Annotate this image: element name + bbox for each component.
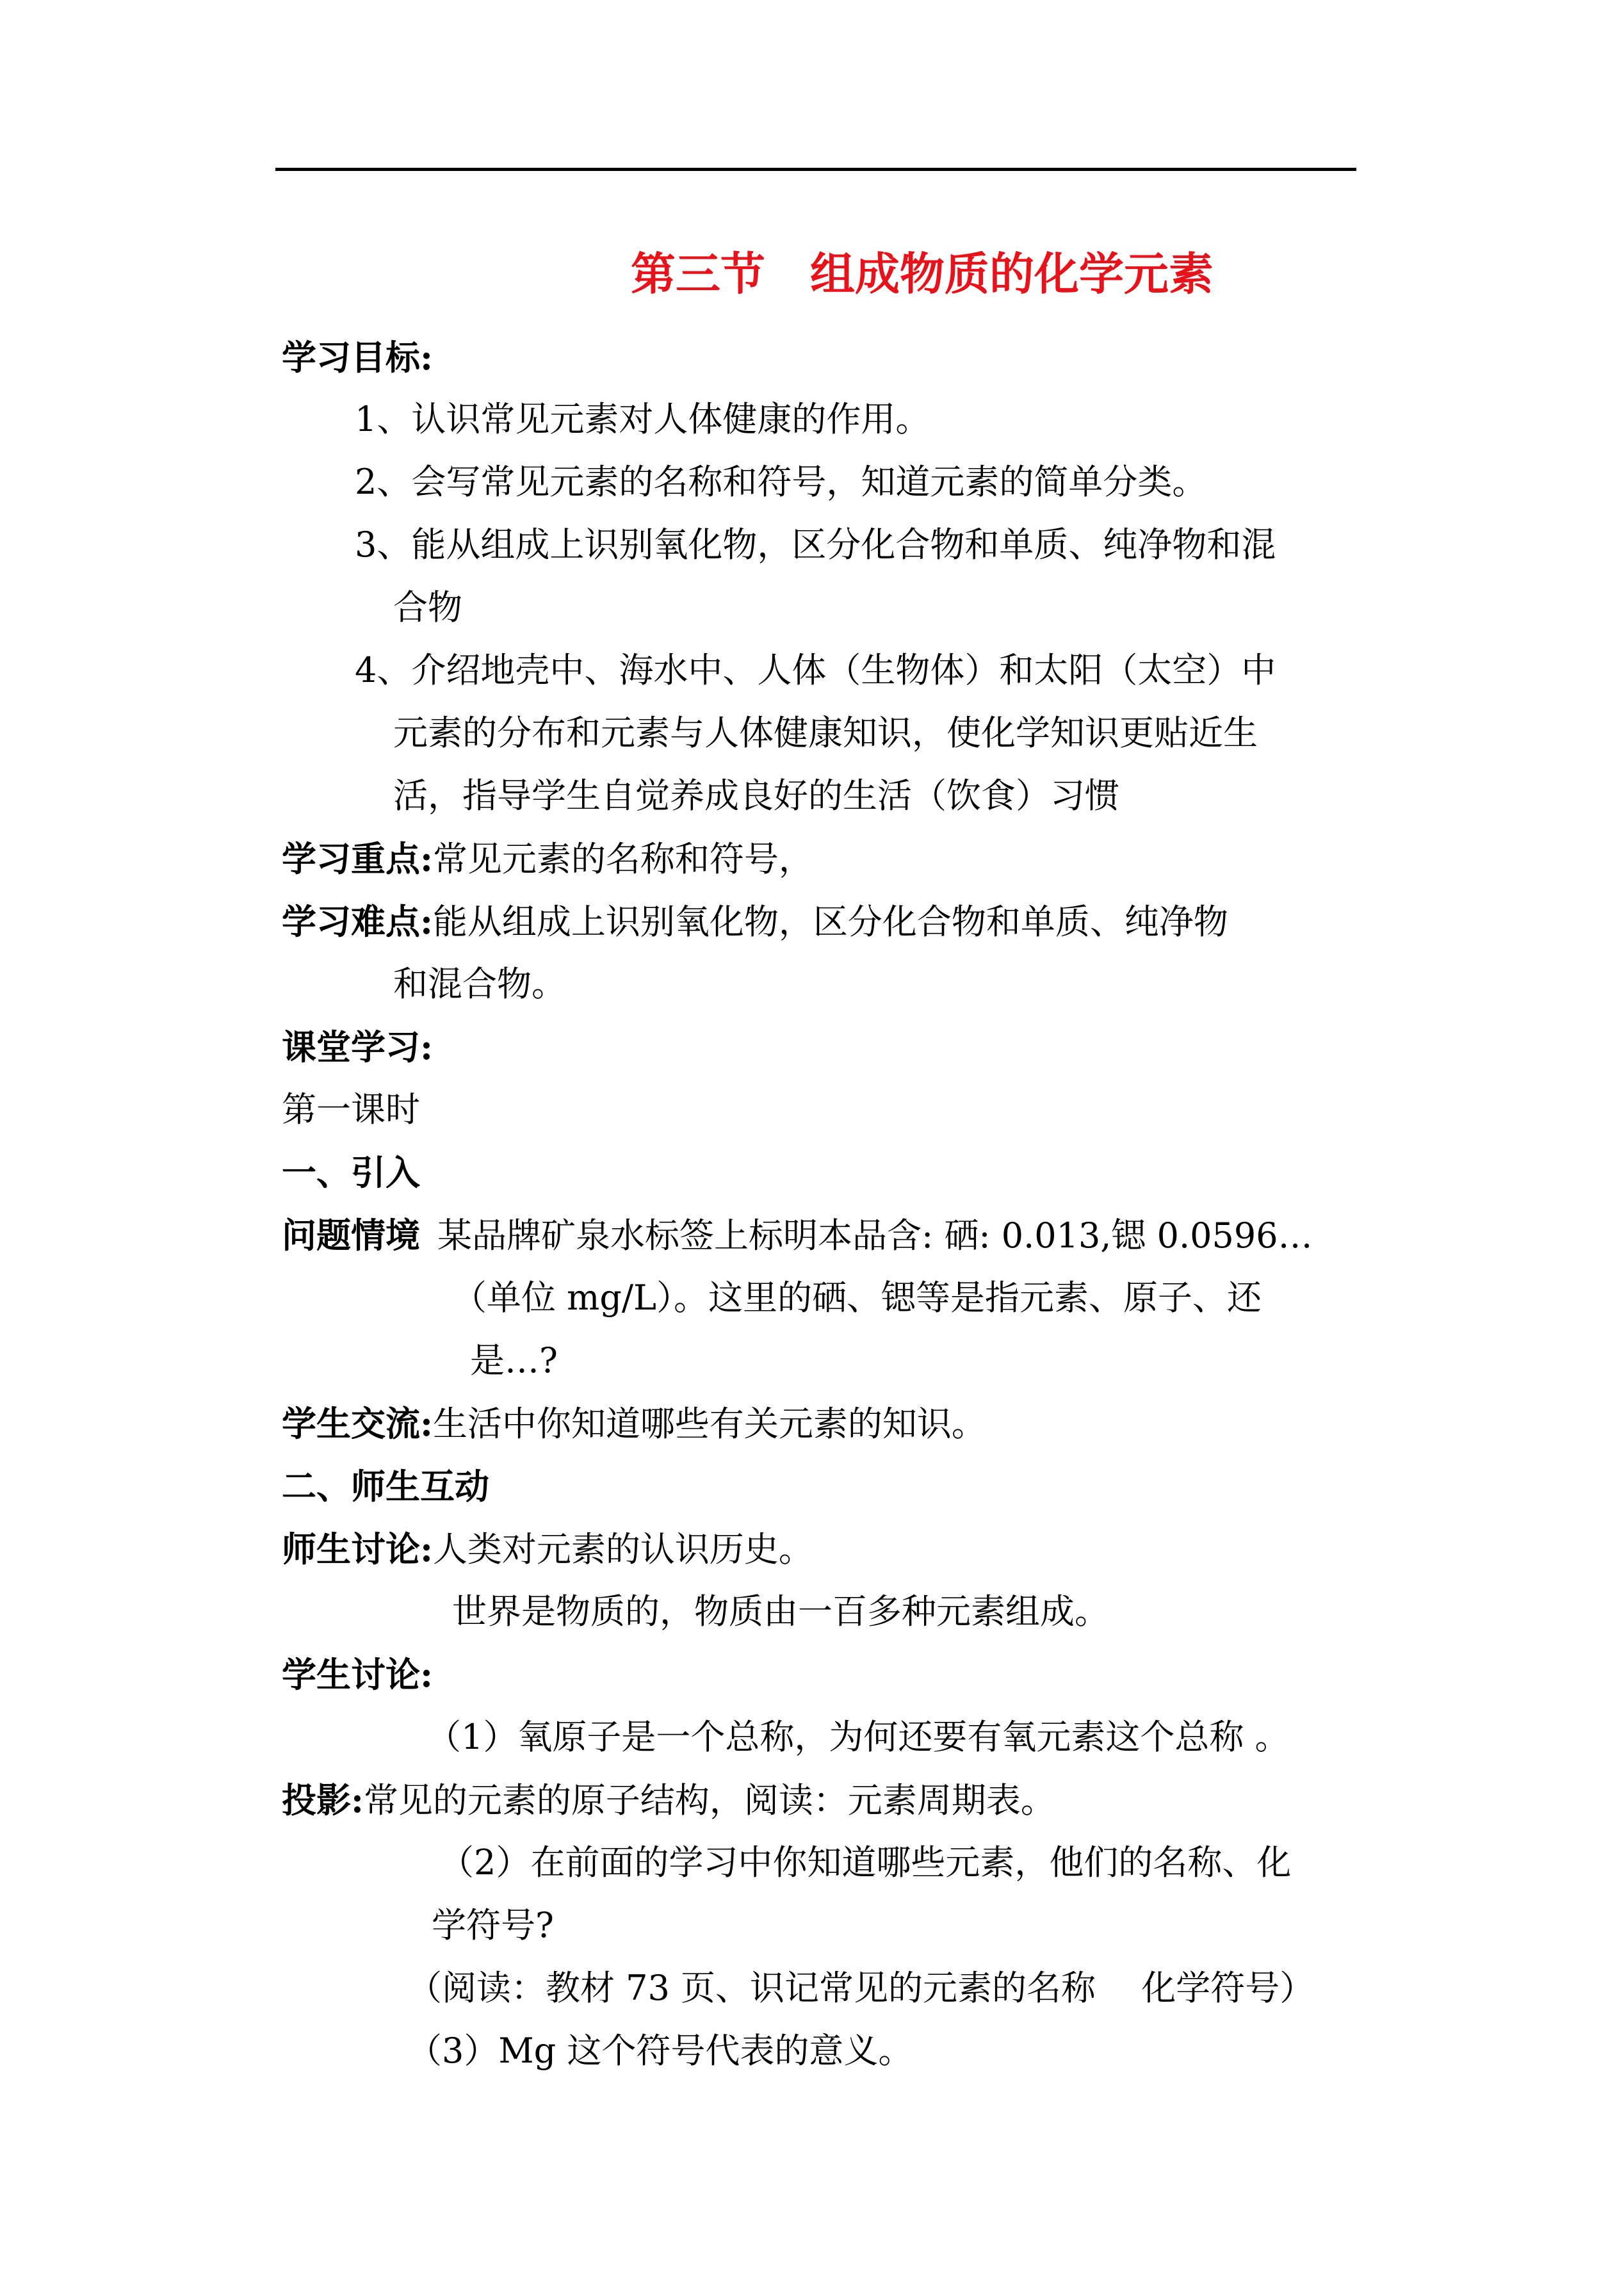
- discussion-line: [282, 1528, 813, 1571]
- situation-line: [282, 1214, 1313, 1257]
- section-2-heading: 二、师生互动: [282, 1466, 489, 1507]
- goal-item-continued: 活，指导学生自觉养成良好的生活（饮食）习惯: [393, 775, 1119, 816]
- discussion-line-continued: 世界是物质的，物质由一百多种元素组成。: [452, 1591, 1109, 1632]
- goal-item: 2、会写常见元素的名称和符号，知道元素的简单分类。: [355, 462, 1207, 502]
- goal-item-continued: 合物: [393, 587, 462, 628]
- classroom-heading: 课堂学习:: [282, 1026, 433, 1067]
- student-discussion-label: 学生讨论:: [282, 1654, 433, 1695]
- reading-note: （阅读：教材 73 页、识记常见的元素的名称 化学符号）: [407, 1968, 1315, 2008]
- goal-item: 4、介绍地壳中、海水中、人体（生物体）和太阳（太空）中: [355, 650, 1276, 690]
- goal-item: 3、能从组成上识别氧化物，区分化合物和单质、纯净物和混: [355, 524, 1276, 565]
- situation-line-continued: 是…?: [470, 1340, 558, 1381]
- projection-line: [282, 1779, 1055, 1822]
- question-2: （2）在前面的学习中你知道哪些元素，他们的名称、化: [439, 1842, 1292, 1883]
- exchange-text: 生活中你知道哪些有关元素的知识。: [432, 1404, 986, 1444]
- goal-item: 1、认识常见元素对人体健康的作用。: [355, 399, 930, 439]
- exchange-line: [282, 1402, 986, 1445]
- goal-item-continued: 元素的分布和元素与人体健康知识，使化学知识更贴近生: [393, 713, 1258, 753]
- section-1-heading: 一、引入: [282, 1152, 420, 1193]
- situation-text: 某品牌矿泉水标签上标明本品含: 硒: 0.013,锶 0.0596…: [437, 1215, 1313, 1256]
- projection-label: 投影:: [282, 1780, 364, 1821]
- key-point-line: [282, 838, 813, 880]
- projection-text: 常见的元素的原子结构，阅读：元素周期表。: [363, 1780, 1055, 1821]
- difficulty-text: 能从组成上识别氧化物，区分化合物和单质、纯净物: [432, 902, 1228, 942]
- difficulty-label: 学习难点:: [282, 901, 433, 942]
- goals-heading: 学习目标:: [282, 337, 433, 378]
- question-3: （3）Mg 这个符号代表的意义。: [407, 2031, 913, 2071]
- situation-line-continued: （单位 mg/L）。这里的硒、锶等是指元素、原子、还: [452, 1277, 1262, 1318]
- difficulty-line: [282, 900, 1228, 943]
- question-1: （1）氧原子是一个总称，为何还要有氧元素这个总称 。: [426, 1717, 1290, 1757]
- question-2-continued: 学符号?: [432, 1905, 554, 1945]
- page-title: 第三节 组成物质的化学元素: [631, 247, 1214, 300]
- difficulty-line-continued: 和混合物。: [393, 964, 566, 1004]
- exchange-label: 学生交流:: [282, 1403, 433, 1444]
- situation-label: 问题情境: [282, 1215, 420, 1256]
- discussion-label: 师生讨论:: [282, 1529, 433, 1569]
- lesson-label: 第一课时: [282, 1089, 420, 1130]
- discussion-text: 人类对元素的认识历史。: [432, 1529, 813, 1569]
- header-rule: [275, 168, 1356, 171]
- key-point-label: 学习重点:: [282, 838, 433, 879]
- key-point-text: 常见元素的名称和符号，: [432, 839, 813, 879]
